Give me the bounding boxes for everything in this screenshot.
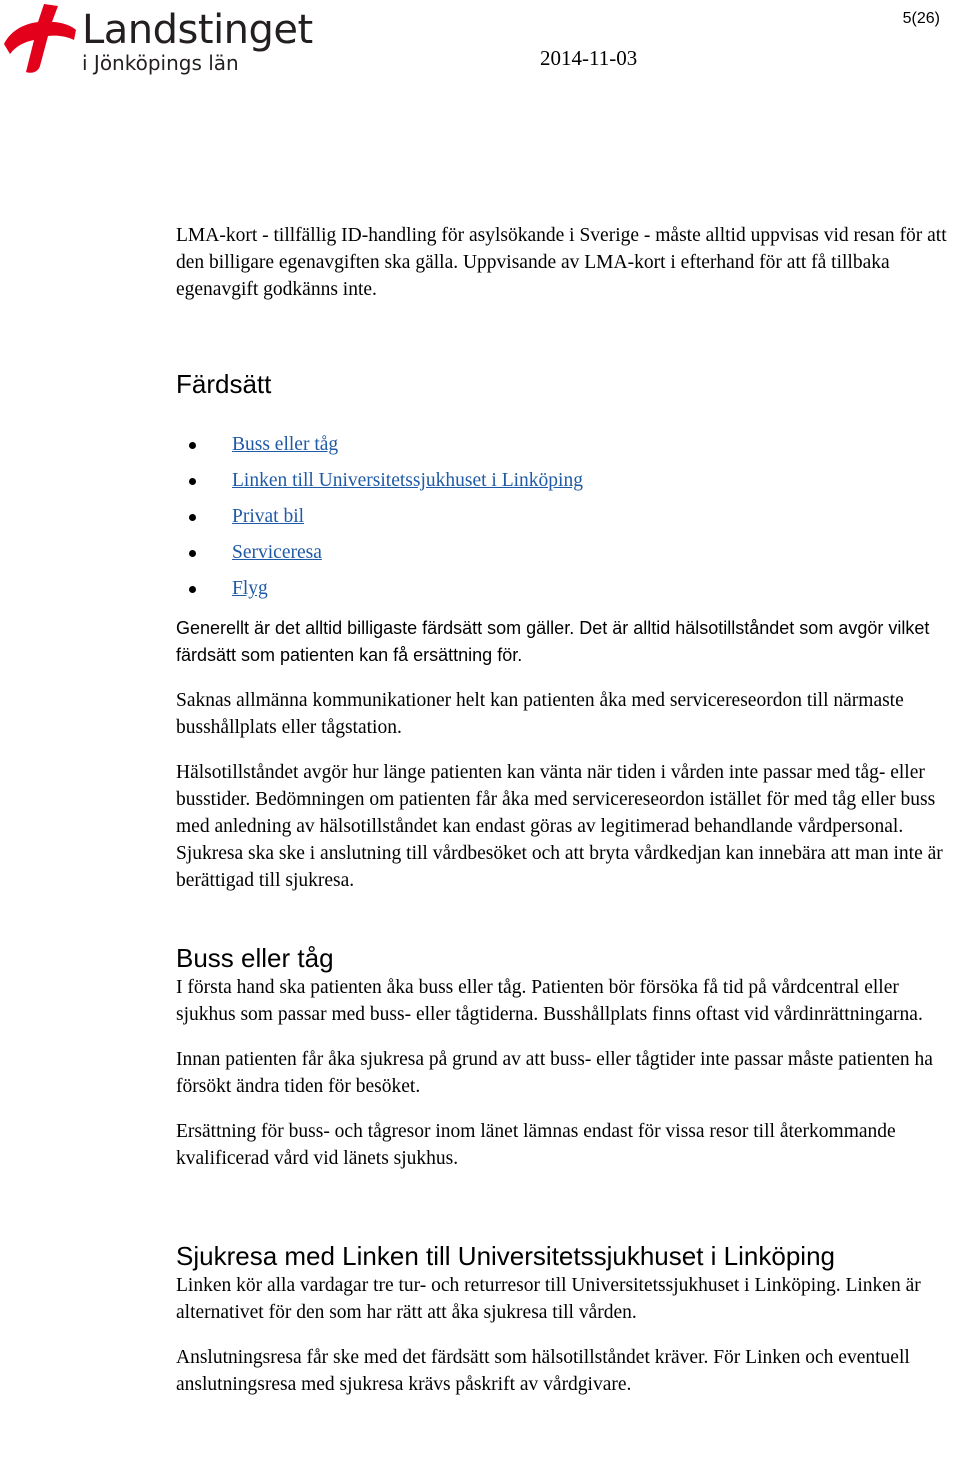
page-number: 5(26) — [902, 10, 940, 27]
bullet-icon — [189, 586, 196, 593]
bullet-icon — [189, 478, 196, 485]
buss-paragraph-3: Ersättning för buss- och tågresor inom länet lämnas endast för vissa resor till återkommande kvalificerad vård vid länets sjukhus. — [176, 1121, 896, 1169]
link-serviceresa[interactable]: Serviceresa — [232, 542, 322, 563]
general-paragraph: Generellt är det alltid billigaste färdsätt som gäller. Det är alltid hälsotillståndet som avgör vilket färdsätt som patienten kan få ersättning för. — [176, 618, 930, 665]
lma-paragraph: LMA-kort - tillfällig ID-handling för asylsökande i Sverige - måste alltid uppvisas vid resan för att den billigare egenavgiften ska gälla. Uppvisande av LMA-kort i efterhand för att få tillbaka egenavgift godkänns inte. — [176, 225, 947, 300]
logo-title: Landstinget — [82, 7, 313, 53]
list-item — [176, 463, 960, 499]
link-buss-eller-tag[interactable]: Buss eller tåg — [232, 434, 339, 455]
link-privat-bil[interactable]: Privat bil — [232, 506, 305, 527]
link-flyg[interactable]: Flyg — [232, 578, 268, 599]
linken-paragraph-1: Linken kör alla vardagar tre tur- och returresor till Universitetssjukhuset i Linköping. Linken är alternativet för den som har rätt att åka sjukresa till vården. — [176, 1275, 921, 1323]
halsotillstand-paragraph: Hälsotillståndet avgör hur länge patienten kan vänta när tiden i vården inte passar med tåg- eller busstider. Bedömningen om patienten får åka med servicereseordon istället för med tåg eller buss med anledning av hälsotillståndet kan endast göras av legitimerad behandlande vårdpersonal. Sjukresa ska ske i anslutning till vårdbesöket och att bryta vårdkedjan kan innebära att man inte är berättigad till sjukresa. — [176, 762, 943, 891]
bullet-icon — [189, 550, 196, 557]
list-item — [176, 571, 960, 607]
red-cross-logo-icon — [0, 2, 78, 76]
section-heading-linken: Sjukresa med Linken till Universitetssjukhuset i Linköping — [176, 1241, 835, 1271]
section-heading-fardsatt: Färdsätt — [176, 369, 272, 399]
buss-paragraph-1: I första hand ska patienten åka buss eller tåg. Patienten bör försöka få tid på vårdcentral eller sjukhus som passar med buss- eller tågtiderna. Busshållplats finns oftast vid vårdinrättningarna. — [176, 977, 923, 1025]
fardsatt-link-list — [176, 427, 960, 607]
linken-paragraph-2: Anslutningsresa får ske med det färdsätt som hälsotillståndet kräver. För Linken och eventuell anslutningsresa med sjukresa krävs påskrift av vårdgivare. — [176, 1347, 910, 1395]
logo-subtitle: i Jönköpings län — [82, 51, 239, 75]
list-item — [176, 535, 960, 571]
bullet-icon — [189, 442, 196, 449]
saknas-paragraph: Saknas allmänna kommunikationer helt kan patienten åka med servicereseordon till närmaste busshållplats eller tågstation. — [176, 690, 904, 738]
list-item — [176, 427, 960, 463]
document-body — [176, 222, 960, 1398]
bullet-icon — [189, 514, 196, 521]
link-linken[interactable]: Linken till Universitetssjukhuset i Linköping — [232, 470, 583, 491]
document-date: 2014-11-03 — [540, 46, 638, 70]
section-heading-buss: Buss eller tåg — [176, 943, 334, 973]
list-item — [176, 499, 960, 535]
landstinget-logo — [0, 0, 320, 80]
buss-paragraph-2: Innan patienten får åka sjukresa på grund av att buss- eller tågtider inte passar måste patienten ha försökt ändra tiden för besöket. — [176, 1049, 933, 1097]
